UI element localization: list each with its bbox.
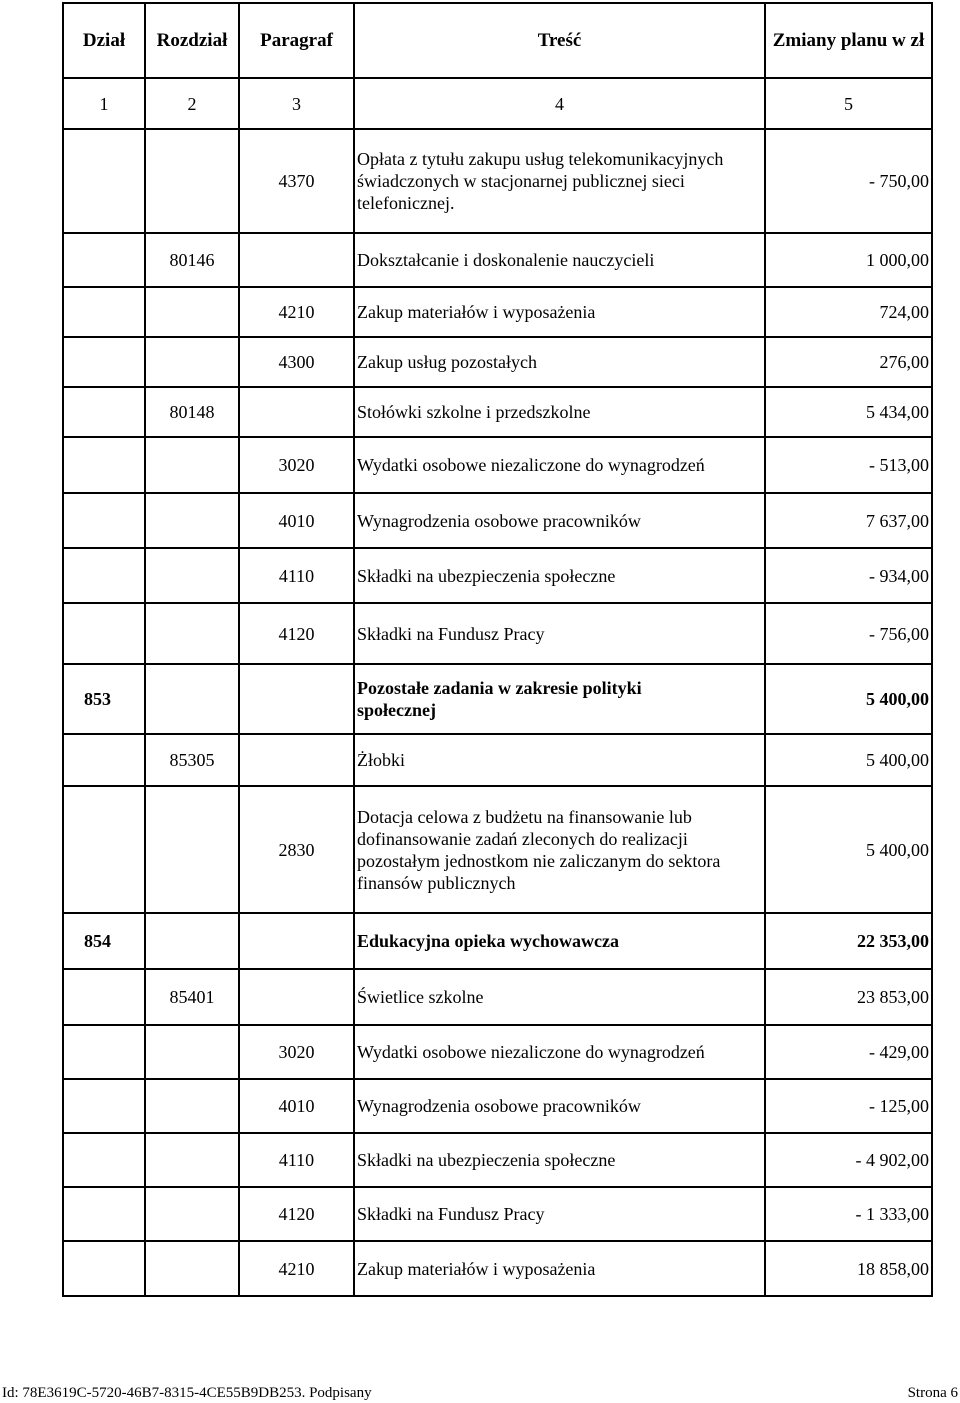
cell-rozdzial: 80146 (145, 233, 239, 287)
cell-paragraf: 3020 (239, 437, 354, 493)
header-zmiany: Zmiany planu w zł (765, 3, 932, 78)
cell-paragraf (239, 233, 354, 287)
cell-kwota: 5 400,00 (765, 786, 932, 913)
cell-dzial (63, 786, 145, 913)
table-row (63, 786, 932, 913)
cell-kwota: 18 858,00 (765, 1241, 932, 1296)
header-row (63, 3, 932, 78)
table-row (63, 664, 932, 734)
cell-paragraf (239, 734, 354, 786)
document-id-text: Id: 78E3619C-5720-46B7-8315-4CE55B9DB253. Podpisany (2, 1385, 372, 1401)
cell-kwota: - 513,00 (765, 437, 932, 493)
cell-dzial (63, 734, 145, 786)
cell-rozdzial: 80148 (145, 387, 239, 437)
cell-rozdzial (145, 437, 239, 493)
cell-tresc: Wynagrodzenia osobowe pracowników (354, 493, 765, 548)
cell-dzial (63, 493, 145, 548)
cell-kwota: 22 353,00 (765, 913, 932, 969)
table-row (63, 437, 932, 493)
cell-kwota: 1 000,00 (765, 233, 932, 287)
table-row (63, 493, 932, 548)
cell-dzial (63, 1187, 145, 1241)
cell-rozdzial (145, 664, 239, 734)
cell-tresc: Zakup materiałów i wyposażenia (354, 1241, 765, 1296)
page-number: Strona 6 (907, 1385, 958, 1401)
cell-kwota: - 4 902,00 (765, 1133, 932, 1187)
cell-paragraf: 4210 (239, 1241, 354, 1296)
cell-tresc: Zakup materiałów i wyposażenia (354, 287, 765, 337)
cell-kwota: - 934,00 (765, 548, 932, 603)
cell-tresc: Składki na ubezpieczenia społeczne (354, 1133, 765, 1187)
cell-dzial (63, 1241, 145, 1296)
cell-tresc: Stołówki szkolne i przedszkolne (354, 387, 765, 437)
cell-rozdzial (145, 129, 239, 233)
header-rozdzial: Rozdział (145, 3, 239, 78)
cell-dzial: 853 (63, 664, 145, 734)
cell-rozdzial (145, 1187, 239, 1241)
cell-kwota: - 429,00 (765, 1025, 932, 1079)
cell-paragraf: 4010 (239, 493, 354, 548)
cell-rozdzial (145, 1079, 239, 1133)
cell-tresc: Składki na Fundusz Pracy (354, 603, 765, 664)
cell-tresc: Żłobki (354, 734, 765, 786)
cell-rozdzial (145, 493, 239, 548)
cell-tresc: Opłata z tytułu zakupu usług telekomunikacyjnych świadczonych w stacjonarnej publicznej sieci telefonicznej. (354, 129, 765, 233)
cell-rozdzial (145, 603, 239, 664)
cell-rozdzial (145, 913, 239, 969)
cell-dzial (63, 337, 145, 387)
col-number: 3 (239, 78, 354, 129)
cell-paragraf: 4300 (239, 337, 354, 387)
cell-dzial (63, 548, 145, 603)
cell-dzial (63, 129, 145, 233)
table-row (63, 1187, 932, 1241)
cell-kwota: 724,00 (765, 287, 932, 337)
cell-dzial (63, 437, 145, 493)
cell-paragraf: 4110 (239, 548, 354, 603)
column-number-row (63, 78, 932, 129)
budget-table (62, 2, 933, 1297)
col-number: 5 (765, 78, 932, 129)
cell-tresc: Wynagrodzenia osobowe pracowników (354, 1079, 765, 1133)
cell-rozdzial: 85401 (145, 969, 239, 1025)
table-row (63, 603, 932, 664)
cell-kwota: - 750,00 (765, 129, 932, 233)
cell-paragraf: 4370 (239, 129, 354, 233)
cell-tresc: Dokształcanie i doskonalenie nauczycieli (354, 233, 765, 287)
table-row (63, 129, 932, 233)
table-row (63, 287, 932, 337)
cell-dzial (63, 387, 145, 437)
cell-dzial (63, 1025, 145, 1079)
cell-dzial (63, 603, 145, 664)
cell-dzial: 854 (63, 913, 145, 969)
cell-tresc: Wydatki osobowe niezaliczone do wynagrodzeń (354, 437, 765, 493)
cell-tresc: Wydatki osobowe niezaliczone do wynagrodzeń (354, 1025, 765, 1079)
cell-dzial (63, 969, 145, 1025)
cell-tresc: Zakup usług pozostałych (354, 337, 765, 387)
cell-kwota: 23 853,00 (765, 969, 932, 1025)
cell-paragraf (239, 913, 354, 969)
cell-kwota: 5 400,00 (765, 664, 932, 734)
cell-tresc: Składki na ubezpieczenia społeczne (354, 548, 765, 603)
cell-tresc: Dotacja celowa z budżetu na finansowanie lub dofinansowanie zadań zleconych do realizacji pozostałym jednostkom nie zaliczanym do sektora finansów publicznych (354, 786, 765, 913)
cell-paragraf (239, 387, 354, 437)
col-number: 4 (354, 78, 765, 129)
cell-paragraf: 4110 (239, 1133, 354, 1187)
cell-dzial (63, 1079, 145, 1133)
cell-kwota: - 756,00 (765, 603, 932, 664)
cell-rozdzial (145, 337, 239, 387)
cell-dzial (63, 233, 145, 287)
table-row (63, 337, 932, 387)
cell-rozdzial (145, 1241, 239, 1296)
cell-rozdzial (145, 548, 239, 603)
cell-kwota: 5 400,00 (765, 734, 932, 786)
table-row (63, 969, 932, 1025)
table-row (63, 1025, 932, 1079)
table-row (63, 734, 932, 786)
cell-paragraf: 2830 (239, 786, 354, 913)
cell-tresc: Składki na Fundusz Pracy (354, 1187, 765, 1241)
cell-kwota: 7 637,00 (765, 493, 932, 548)
header-paragraf: Paragraf (239, 3, 354, 78)
cell-paragraf: 4010 (239, 1079, 354, 1133)
cell-paragraf (239, 664, 354, 734)
cell-tresc: Świetlice szkolne (354, 969, 765, 1025)
header-tresc: Treść (354, 3, 765, 78)
cell-tresc: Edukacyjna opieka wychowawcza (354, 913, 765, 969)
table-row (63, 1133, 932, 1187)
cell-paragraf: 4210 (239, 287, 354, 337)
table-row (63, 913, 932, 969)
cell-paragraf: 4120 (239, 603, 354, 664)
cell-kwota: - 125,00 (765, 1079, 932, 1133)
col-number: 2 (145, 78, 239, 129)
cell-rozdzial (145, 1133, 239, 1187)
cell-kwota: 5 434,00 (765, 387, 932, 437)
cell-rozdzial: 85305 (145, 734, 239, 786)
cell-dzial (63, 1133, 145, 1187)
cell-kwota: 276,00 (765, 337, 932, 387)
table-row (63, 548, 932, 603)
cell-dzial (63, 287, 145, 337)
table-row (63, 233, 932, 287)
cell-rozdzial (145, 287, 239, 337)
table-row (63, 1079, 932, 1133)
cell-rozdzial (145, 1025, 239, 1079)
cell-rozdzial (145, 786, 239, 913)
cell-paragraf: 3020 (239, 1025, 354, 1079)
header-dzial: Dział (63, 3, 145, 78)
cell-paragraf: 4120 (239, 1187, 354, 1241)
table-row (63, 387, 932, 437)
cell-paragraf (239, 969, 354, 1025)
table-row (63, 1241, 932, 1296)
cell-tresc: Pozostałe zadania w zakresie polityki społecznej (354, 664, 765, 734)
cell-kwota: - 1 333,00 (765, 1187, 932, 1241)
col-number: 1 (63, 78, 145, 129)
